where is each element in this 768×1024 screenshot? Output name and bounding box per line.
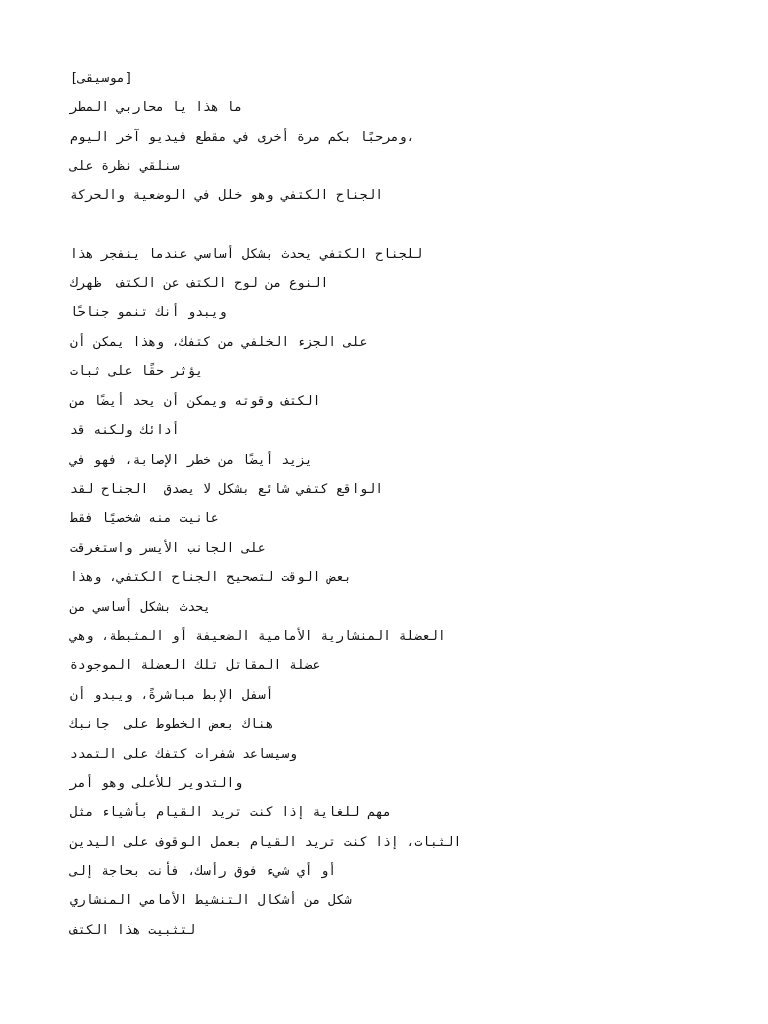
transcript-line: وسيساعد شفرات كتفك على التمدد bbox=[70, 747, 297, 762]
transcript-line: للجناح الكتفي يحدث بشكل أساسي عندما ينفجر هذا bbox=[70, 247, 423, 262]
transcript-line: أدائك ولكنه قد bbox=[70, 423, 180, 438]
transcript-line: الثبات، إذا كنت تريد القيام بعمل الوقوف على اليدين bbox=[70, 835, 462, 850]
transcript-line: على الجانب الأيسر واستغرقت bbox=[70, 541, 266, 556]
transcript-line: ما هذا يا محاربي المطر bbox=[70, 100, 243, 115]
transcript-line: هناك بعض الخطوط على جانبك bbox=[70, 717, 274, 732]
transcript-line: ،ومرحبًا بكم مرة أخرى في مقطع فيديو آخر اليوم bbox=[70, 130, 415, 145]
transcript-line: [موسيقى] bbox=[70, 71, 133, 86]
transcript-line: العضلة المنشارية الأمامية الضعيفة أو المثبطة، وهي bbox=[70, 629, 446, 644]
transcript-line: أسفل الإبط مباشرةً، ويبدو أن bbox=[70, 688, 274, 703]
transcript-line: يحدث بشكل أساسي من bbox=[70, 600, 211, 615]
transcript-line: عانيت منه شخصيًا فقط bbox=[70, 511, 219, 526]
transcript-line: بعض الوقت لتصحيح الجناح الكتفي، وهذا bbox=[70, 570, 352, 585]
transcript-line: الواقع كتفي شائع بشكل لا يصدق الجناح لقد bbox=[70, 482, 384, 497]
transcript-line: أو أي شيء فوق رأسك، فأنت بحاجة إلى bbox=[70, 864, 337, 879]
transcript-line: الجناح الكتفي وهو خلل في الوضعية والحركة bbox=[70, 188, 384, 203]
transcript-line: شكل من أشكال التنشيط الأمامي المنشاري bbox=[70, 893, 352, 908]
transcript-line: يؤثر حقًا على ثبات bbox=[70, 364, 204, 379]
transcript-line: مهم للغاية إذا كنت تريد القيام بأشياء مثل bbox=[70, 805, 391, 820]
transcript-line: ويبدو أنك تنمو جناحًا bbox=[70, 305, 227, 320]
transcript-line: الكتف وقوته ويمكن أن يحد أيضًا من bbox=[70, 394, 321, 409]
transcript-line: لتثبيت هذا الكتف bbox=[70, 923, 196, 938]
transcript-line: عضلة المقاتل تلك العضلة الموجودة bbox=[70, 658, 321, 673]
transcript-line: والتدوير للأعلى وهو أمر bbox=[70, 776, 243, 791]
transcript-line: على الجزء الخلفي من كتفك، وهذا يمكن أن bbox=[70, 335, 368, 350]
transcript-line: يزيد أيضًا من خطر الإصابة، فهو في bbox=[70, 453, 313, 468]
transcript-line: النوع من لوح الكتف عن الكتف ظهرك bbox=[70, 276, 329, 291]
transcript-line: سنلقي نظرة على bbox=[70, 159, 180, 174]
